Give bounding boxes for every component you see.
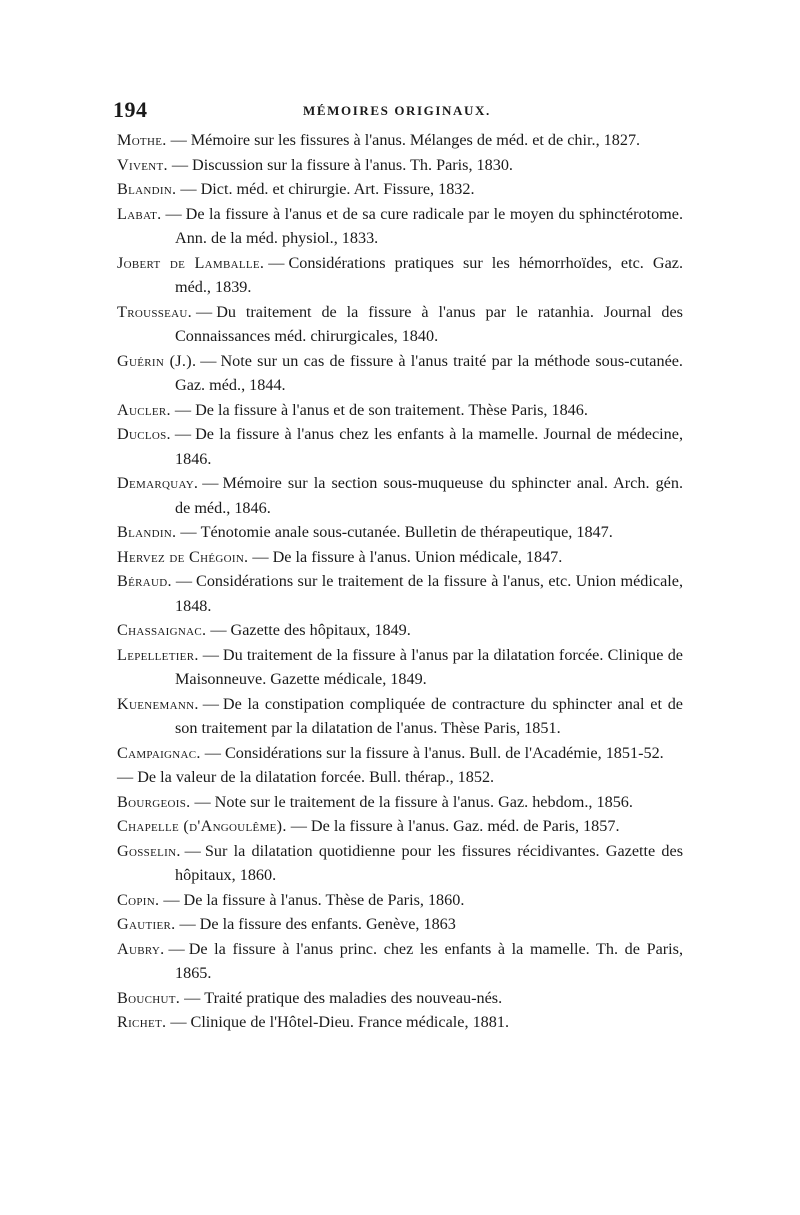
entry-author: Copin. (117, 890, 160, 909)
entry-text: De la fissure à l'anus. Union médicale, 1847. (272, 547, 563, 566)
bibliography-entry: Lepelletier. — Du traitement de la fissure à l'anus par la dilatation forcée. Clinique de Maisonneuve. Gazette médicale, 1849. (117, 645, 683, 688)
entry-text: Dict. méd. et chirurgie. Art. Fissure, 1832. (200, 180, 475, 198)
entry-author: Bouchut. (117, 988, 181, 1007)
entry-author: Chapelle (d'Angoulême). (117, 817, 287, 835)
bibliography-entry: Richet. — Clinique de l'Hôtel-Dieu. France médicale, 1881. (117, 1013, 509, 1031)
bibliography-entry: Bourgeois. — Note sur le traitement de la fissure à l'anus. Gaz. hebdom., 1856. (117, 792, 633, 811)
entry-text: Ténotomie anale sous-cutanée. Bulletin de thérapeutique, 1847. (200, 523, 613, 541)
entry-text: De la fissure à l'anus. Thèse de Paris, 1860. (183, 890, 465, 909)
entry-text: De la constipation compliquée de contracture du sphincter anal et de son traitement par la dilatation de l'anus. Thèse Paris, 1851. (175, 694, 683, 737)
bibliography-entry: Copin. — De la fissure à l'anus. Thèse de Paris, 1860. (117, 890, 465, 909)
page-header (113, 97, 683, 127)
entry-author: Aucler. (117, 400, 171, 419)
entry-text: Gazette des hôpitaux, 1849. (230, 621, 411, 639)
bibliography-list (117, 128, 683, 1035)
bibliography-entry: Bouchut. — Traité pratique des maladies des nouveau-nés. (117, 988, 503, 1007)
entry-author: Trousseau. (117, 302, 193, 321)
bibliography-entry: Chassaignac. — Gazette des hôpitaux, 1849. (117, 621, 411, 639)
bibliography-entry: Blandin. — Dict. méd. et chirurgie. Art. Fissure, 1832. (117, 180, 475, 198)
entry-author: Vivent. (117, 155, 168, 174)
entry-text: De la fissure à l'anus et de sa cure radicale par le moyen du sphinctérotome. Ann. de la méd. physiol., 1833. (175, 204, 683, 247)
entry-author: Blandin. (117, 523, 177, 541)
bibliography-entry: Kuenemann. — De la constipation compliquée de contracture du sphincter anal et de son traitement par la dilatation de l'anus. Thèse Paris, 1851. (117, 694, 683, 737)
entry-text: De la fissure à l'anus et de son traitement. Thèse Paris, 1846. (195, 400, 588, 419)
bibliography-entry: Campaignac. — Considérations sur la fissure à l'anus. Bull. de l'Académie, 1851-52. (117, 743, 664, 762)
bibliography-entry: Chapelle (d'Angoulême). — De la fissure à l'anus. Gaz. méd. de Paris, 1857. (117, 817, 620, 835)
page-number: 194 (113, 97, 148, 122)
entry-author: Kuenemann. (117, 694, 199, 713)
bibliography-entry: Vivent. — Discussion sur la fissure à l'anus. Th. Paris, 1830. (117, 155, 513, 174)
entry-author: Gautier. (117, 915, 176, 933)
entry-author: Guérin (J.). (117, 351, 197, 370)
bibliography-entry: Gosselin. — Sur la dilatation quotidienne pour les fissures récidivantes. Gazette des hôpitaux, 1860. (117, 841, 683, 884)
entry-text: Note sur un cas de fissure à l'anus traité par la méthode sous-cutanée. Gaz. méd., 1844. (175, 351, 683, 394)
entry-text: Note sur le traitement de la fissure à l'anus. Gaz. hebdom., 1856. (214, 792, 633, 811)
entry-author: Blandin. (117, 180, 177, 198)
entry-author: Béraud. (117, 572, 172, 590)
entry-text: Considérations pratiques sur les hémorrhoïdes, etc. Gaz. méd., 1839. (175, 253, 684, 296)
running-head: MÉMOIRES ORIGINAUX. (303, 103, 491, 118)
entry-text: De la fissure à l'anus princ. chez les enfants à la mamelle. Th. de Paris, 1865. (175, 939, 683, 982)
bibliography-entry: Béraud. — Considérations sur le traitement de la fissure à l'anus, etc. Union médicale, 1848. (117, 572, 683, 615)
bibliography-entry: Trousseau. — Du traitement de la fissure à l'anus par le ratanhia. Journal des Connaissances méd. chirurgicales, 1840. (117, 302, 683, 345)
bibliography-entry: — De la valeur de la dilatation forcée. Bull. thérap., 1852. (117, 768, 495, 786)
entry-text: De la valeur de la dilatation forcée. Bull. thérap., 1852. (137, 768, 495, 786)
entry-author: Aubry. (117, 939, 165, 958)
entry-author: Chassaignac. (117, 621, 207, 639)
bibliography-entry: Duclos. — De la fissure à l'anus chez les enfants à la mamelle. Journal de médecine, 1846. (117, 425, 683, 468)
entry-author: Gosselin. (117, 841, 181, 860)
entry-text: Discussion sur la fissure à l'anus. Th. Paris, 1830. (192, 155, 513, 174)
entry-text: Clinique de l'Hôtel-Dieu. France médicale, 1881. (190, 1013, 509, 1031)
entry-text: Du traitement de la fissure à l'anus par le ratanhia. Journal des Connaissances méd. chirurgicales, 1840. (175, 302, 683, 345)
entry-author: Duclos. (117, 425, 171, 443)
entry-text: Traité pratique des maladies des nouveau-nés. (204, 988, 503, 1007)
entry-author: Jobert de Lamballe. (117, 253, 265, 272)
bibliography-entry: Aucler. — De la fissure à l'anus et de son traitement. Thèse Paris, 1846. (117, 400, 588, 419)
bibliography-entry: Blandin. — Ténotomie anale sous-cutanée. Bulletin de thérapeutique, 1847. (117, 523, 613, 541)
entry-text: Considérations sur le traitement de la fissure à l'anus, etc. Union médicale, 1848. (175, 572, 683, 615)
entry-author: Labat. (117, 204, 162, 223)
bibliography-entry: Mothe. — Mémoire sur les fissures à l'anus. Mélanges de méd. et de chir., 1827. (117, 131, 641, 149)
bibliography-entry: Labat. — De la fissure à l'anus et de sa cure radicale par le moyen du sphinctérotome. Ann. de la méd. physiol., 1833. (117, 204, 683, 247)
bibliography-entry: Guérin (J.). — Note sur un cas de fissure à l'anus traité par la méthode sous-cutanée. Gaz. méd., 1844. (117, 351, 683, 394)
entry-text: Considérations sur la fissure à l'anus. Bull. de l'Académie, 1851-52. (224, 743, 664, 762)
entry-text: Sur la dilatation quotidienne pour les fissures récidivantes. Gazette des hôpitaux, 1860. (175, 841, 683, 884)
bibliography-entry: Gautier. — De la fissure des enfants. Genève, 1863 (117, 915, 456, 933)
bibliography-entry: Demarquay. — Mémoire sur la section sous-muqueuse du sphincter anal. Arch. gén. de méd., 1846. (117, 474, 683, 517)
entry-text: De la fissure à l'anus. Gaz. méd. de Paris, 1857. (310, 817, 620, 835)
entry-author: Demarquay. (117, 474, 199, 492)
entry-text: Mémoire sur la section sous-muqueuse du sphincter anal. Arch. gén. de méd., 1846. (175, 474, 683, 517)
bibliography-entry: Aubry. — De la fissure à l'anus princ. chez les enfants à la mamelle. Th. de Paris, 1865. (117, 939, 683, 982)
entry-author: Hervez de Chégoin. (117, 547, 249, 566)
entry-author: Campaignac. (117, 743, 201, 762)
entry-text: Mémoire sur les fissures à l'anus. Mélanges de méd. et de chir., 1827. (190, 131, 641, 149)
bibliography-entry: Hervez de Chégoin. — De la fissure à l'anus. Union médicale, 1847. (117, 547, 563, 566)
entry-text: De la fissure à l'anus chez les enfants à la mamelle. Journal de médecine, 1846. (175, 425, 683, 468)
entry-author: Mothe. (117, 131, 167, 149)
entry-text: Du traitement de la fissure à l'anus par la dilatation forcée. Clinique de Maisonneuve. Gazette médicale, 1849. (175, 645, 683, 688)
entry-author: Lepelletier. (117, 645, 199, 664)
bibliography-entry: Jobert de Lamballe. — Considérations pratiques sur les hémorrhoïdes, etc. Gaz. méd., 1839. (117, 253, 684, 296)
entry-author: Bourgeois. (117, 792, 191, 811)
entry-text: De la fissure des enfants. Genève, 1863 (199, 915, 456, 933)
entry-author: Richet. (117, 1013, 167, 1031)
